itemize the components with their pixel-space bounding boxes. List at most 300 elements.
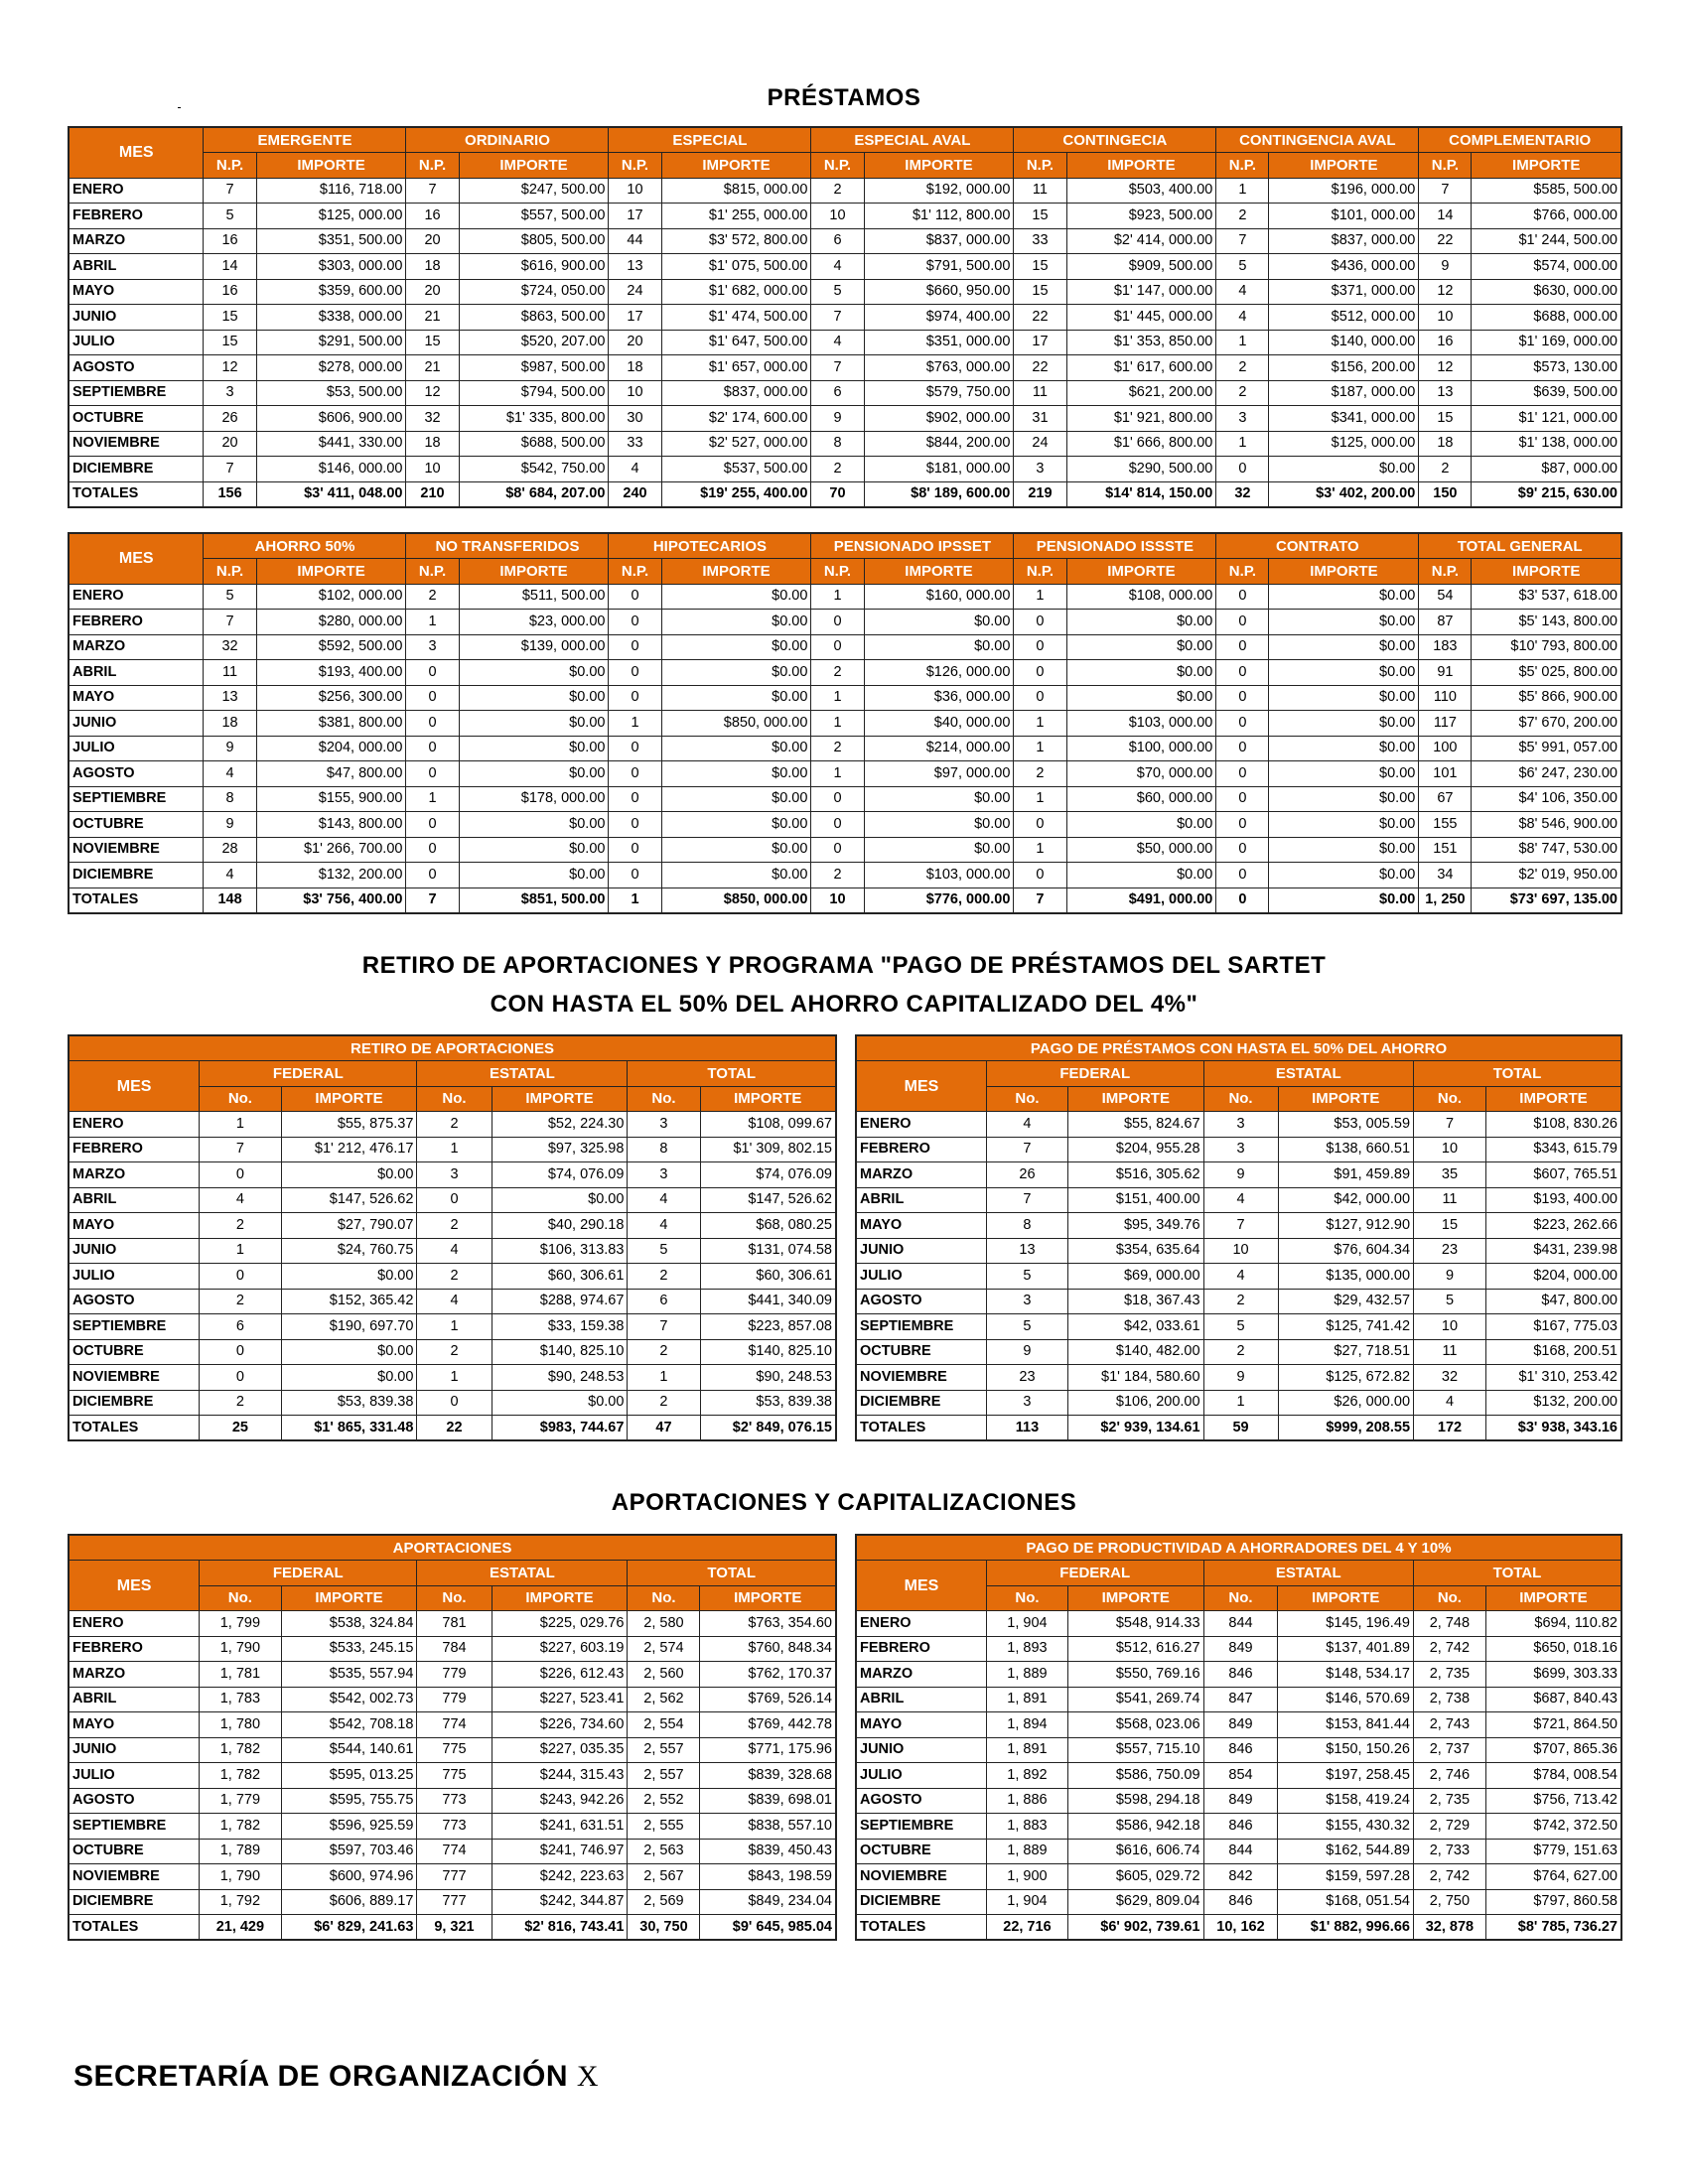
count-cell: 779: [417, 1662, 492, 1688]
amount-cell: $127, 912.90: [1278, 1213, 1414, 1239]
amount-cell: $53, 500.00: [256, 380, 406, 406]
count-cell: 7: [1419, 178, 1472, 204]
amount-cell: $776, 000.00: [864, 887, 1014, 913]
count-cell: 0: [200, 1264, 281, 1290]
table-row: [69, 786, 1621, 812]
count-cell: 1: [1014, 736, 1066, 761]
amount-cell: $0.00: [459, 761, 609, 787]
table-row: [856, 1187, 1621, 1213]
count-cell: 1, 891: [986, 1687, 1067, 1712]
count-cell: 775: [417, 1737, 492, 1763]
count-cell: 117: [1419, 711, 1472, 737]
table-row: [856, 1137, 1621, 1162]
count-cell: 32: [204, 634, 256, 660]
amount-cell: $153, 841.44: [1278, 1712, 1414, 1738]
count-header: N.P.: [811, 153, 864, 179]
amount-cell: $102, 000.00: [256, 584, 406, 610]
amount-cell: $40, 000.00: [864, 711, 1014, 737]
count-header: N.P.: [204, 559, 256, 585]
count-cell: 2: [200, 1213, 281, 1239]
count-cell: 17: [609, 204, 661, 229]
count-cell: 11: [1014, 380, 1066, 406]
mes-header: MES: [69, 1561, 200, 1611]
group-header: TOTAL: [1413, 1561, 1621, 1586]
count-cell: 2: [811, 178, 864, 204]
amount-cell: $542, 750.00: [459, 457, 609, 482]
amount-cell: $69, 000.00: [1068, 1264, 1204, 1290]
amount-cell: $53, 839.38: [281, 1390, 417, 1416]
amount-cell: $600, 974.96: [281, 1864, 417, 1890]
count-cell: 219: [1014, 481, 1066, 507]
count-cell: 1: [811, 584, 864, 610]
amount-cell: $147, 526.62: [281, 1187, 417, 1213]
amount-cell: $68, 080.25: [700, 1213, 836, 1239]
importe-header: IMPORTE: [256, 559, 406, 585]
count-cell: 7: [406, 178, 459, 204]
amount-cell: $568, 023.06: [1068, 1712, 1204, 1738]
sub-header-row: [69, 153, 1621, 179]
count-cell: 47: [628, 1416, 700, 1441]
count-cell: 10: [1414, 1137, 1486, 1162]
amount-cell: $699, 303.33: [1485, 1662, 1621, 1688]
table-row: [69, 1839, 836, 1864]
table-row: [856, 1339, 1621, 1365]
amount-cell: $779, 151.63: [1485, 1839, 1621, 1864]
group-header: ORDINARIO: [406, 127, 609, 153]
count-cell: 0: [1014, 863, 1066, 888]
amount-cell: $8' 747, 530.00: [1472, 837, 1621, 863]
amount-cell: $542, 708.18: [281, 1712, 417, 1738]
count-cell: 32, 878: [1413, 1915, 1485, 1941]
count-cell: 16: [204, 228, 256, 254]
amount-cell: $226, 734.60: [492, 1712, 628, 1738]
amount-cell: $33, 159.38: [492, 1314, 628, 1340]
amount-cell: $108, 099.67: [700, 1112, 836, 1138]
amount-cell: $585, 500.00: [1472, 178, 1621, 204]
count-header: N.P.: [1419, 559, 1472, 585]
count-cell: 12: [1419, 279, 1472, 305]
amount-cell: $156, 200.00: [1269, 355, 1419, 381]
mes-header: MES: [69, 533, 204, 584]
totals-row: [69, 887, 1621, 913]
month-cell: MAYO: [69, 1213, 200, 1239]
count-cell: 0: [1014, 685, 1066, 711]
count-cell: 2: [628, 1390, 700, 1416]
amount-cell: $0.00: [1066, 660, 1216, 686]
count-cell: 1: [1216, 178, 1269, 204]
count-cell: 4: [628, 1187, 700, 1213]
totals-label: TOTALES: [856, 1416, 986, 1441]
count-header: No.: [417, 1086, 492, 1112]
group-header: ESTATAL: [417, 1561, 628, 1586]
amount-cell: $0.00: [1066, 863, 1216, 888]
amount-cell: $359, 600.00: [256, 279, 406, 305]
count-cell: 2, 557: [628, 1763, 700, 1789]
month-cell: NOVIEMBRE: [69, 431, 204, 457]
count-cell: 12: [406, 380, 459, 406]
table-row: [69, 1137, 836, 1162]
amount-cell: $26, 000.00: [1278, 1390, 1414, 1416]
amount-cell: $14' 814, 150.00: [1066, 481, 1216, 507]
count-cell: 110: [1419, 685, 1472, 711]
count-cell: 7: [986, 1187, 1067, 1213]
count-cell: 0: [406, 837, 459, 863]
amount-cell: $6' 829, 241.63: [281, 1915, 417, 1941]
count-cell: 17: [1014, 330, 1066, 355]
count-cell: 0: [200, 1365, 281, 1391]
amount-cell: $3' 411, 048.00: [256, 481, 406, 507]
count-header: N.P.: [204, 153, 256, 179]
count-header: No.: [1413, 1585, 1485, 1611]
table-row: [856, 1839, 1621, 1864]
count-cell: 1, 250: [1419, 887, 1472, 913]
count-cell: 1: [1014, 837, 1066, 863]
count-cell: 1, 889: [986, 1839, 1067, 1864]
amount-cell: $756, 713.42: [1485, 1788, 1621, 1814]
amount-cell: $178, 000.00: [459, 786, 609, 812]
count-cell: 777: [417, 1864, 492, 1890]
amount-cell: $1' 121, 000.00: [1472, 406, 1621, 432]
count-cell: 15: [406, 330, 459, 355]
amount-cell: $541, 269.74: [1068, 1687, 1204, 1712]
group-header: PENSIONADO IPSSET: [811, 533, 1014, 559]
amount-cell: $849, 234.04: [700, 1889, 836, 1915]
amount-cell: $97, 000.00: [864, 761, 1014, 787]
group-header: COMPLEMENTARIO: [1419, 127, 1621, 153]
table-row: [69, 1187, 836, 1213]
importe-header: IMPORTE: [1278, 1086, 1414, 1112]
count-cell: 20: [609, 330, 661, 355]
month-cell: OCTUBRE: [69, 1839, 200, 1864]
count-cell: 0: [1216, 660, 1269, 686]
amount-cell: $125, 672.82: [1278, 1365, 1414, 1391]
group-header-row: [856, 1061, 1621, 1087]
count-cell: 1: [417, 1137, 492, 1162]
count-cell: 15: [1014, 254, 1066, 280]
amount-cell: $1' 147, 000.00: [1066, 279, 1216, 305]
month-cell: ABRIL: [856, 1687, 986, 1712]
table-row: [69, 228, 1621, 254]
count-cell: 54: [1419, 584, 1472, 610]
amount-cell: $639, 500.00: [1472, 380, 1621, 406]
count-cell: 13: [1419, 380, 1472, 406]
amount-cell: $850, 000.00: [661, 711, 811, 737]
amount-cell: $100, 000.00: [1066, 736, 1216, 761]
count-header: No.: [1203, 1585, 1278, 1611]
table-row: [856, 1238, 1621, 1264]
table-title-row: [856, 1035, 1621, 1061]
amount-cell: $542, 002.73: [281, 1687, 417, 1712]
table-row: [69, 1662, 836, 1688]
count-cell: 3: [1014, 457, 1066, 482]
count-cell: 779: [417, 1687, 492, 1712]
amount-cell: $42, 000.00: [1278, 1187, 1414, 1213]
importe-header: IMPORTE: [459, 153, 609, 179]
count-cell: 846: [1203, 1737, 1278, 1763]
amount-cell: $694, 110.82: [1485, 1611, 1621, 1637]
amount-cell: $8' 189, 600.00: [864, 481, 1014, 507]
amount-cell: $338, 000.00: [256, 305, 406, 331]
amount-cell: $103, 000.00: [1066, 711, 1216, 737]
month-cell: JUNIO: [856, 1238, 986, 1264]
count-cell: 773: [417, 1814, 492, 1840]
amount-cell: $441, 340.09: [700, 1289, 836, 1314]
count-cell: 18: [1419, 431, 1472, 457]
count-cell: 849: [1203, 1636, 1278, 1662]
count-cell: 2: [417, 1112, 492, 1138]
count-cell: 4: [204, 761, 256, 787]
count-cell: 16: [204, 279, 256, 305]
month-cell: MARZO: [856, 1662, 986, 1688]
importe-header: IMPORTE: [492, 1086, 628, 1112]
totals-row: [69, 1416, 836, 1441]
count-cell: 11: [1014, 178, 1066, 204]
count-cell: 774: [417, 1712, 492, 1738]
amount-cell: $763, 000.00: [864, 355, 1014, 381]
amount-cell: $0.00: [661, 634, 811, 660]
amount-cell: $1' 657, 000.00: [661, 355, 811, 381]
amount-cell: $0.00: [281, 1162, 417, 1188]
count-cell: 22, 716: [986, 1915, 1067, 1941]
amount-cell: $146, 000.00: [256, 457, 406, 482]
amount-cell: $1' 310, 253.42: [1485, 1365, 1621, 1391]
amount-cell: $131, 074.58: [700, 1238, 836, 1264]
month-cell: ENERO: [856, 1611, 986, 1637]
count-cell: 11: [1414, 1339, 1486, 1365]
month-cell: FEBRERO: [856, 1137, 986, 1162]
group-header: ESTATAL: [1203, 1561, 1413, 1586]
amount-cell: $147, 526.62: [700, 1187, 836, 1213]
count-cell: 155: [1419, 812, 1472, 838]
count-cell: 1: [200, 1112, 281, 1138]
count-cell: 2: [200, 1289, 281, 1314]
count-cell: 1, 789: [200, 1839, 281, 1864]
count-cell: 1: [417, 1314, 492, 1340]
month-cell: MARZO: [69, 228, 204, 254]
amount-cell: $60, 306.61: [492, 1264, 628, 1290]
month-cell: ENERO: [856, 1112, 986, 1138]
count-cell: 8: [628, 1137, 700, 1162]
count-cell: 1: [628, 1365, 700, 1391]
count-cell: 23: [986, 1365, 1067, 1391]
mes-header: MES: [69, 1061, 200, 1112]
count-cell: 0: [1216, 685, 1269, 711]
count-cell: 8: [204, 786, 256, 812]
month-cell: MARZO: [856, 1162, 986, 1188]
count-cell: 15: [1414, 1213, 1486, 1239]
amount-cell: $436, 000.00: [1269, 254, 1419, 280]
count-cell: 2, 748: [1413, 1611, 1485, 1637]
count-cell: 34: [1419, 863, 1472, 888]
count-cell: 13: [609, 254, 661, 280]
table-title: PAGO DE PRÉSTAMOS CON HASTA EL 50% DEL AHORRO: [856, 1035, 1621, 1061]
amount-cell: $742, 372.50: [1485, 1814, 1621, 1840]
count-cell: 0: [1216, 711, 1269, 737]
count-cell: 7: [406, 887, 459, 913]
count-cell: 4: [417, 1289, 492, 1314]
count-cell: 0: [200, 1339, 281, 1365]
amount-cell: $0.00: [1269, 761, 1419, 787]
amount-cell: $0.00: [661, 736, 811, 761]
table-row: [69, 1365, 836, 1391]
table-row: [69, 812, 1621, 838]
month-cell: SEPTIEMBRE: [69, 1814, 200, 1840]
amount-cell: $844, 200.00: [864, 431, 1014, 457]
count-cell: 22: [417, 1416, 492, 1441]
count-cell: 0: [609, 685, 661, 711]
count-cell: 0: [1216, 736, 1269, 761]
amount-cell: $605, 029.72: [1068, 1864, 1204, 1890]
count-cell: 0: [1216, 887, 1269, 913]
amount-cell: $87, 000.00: [1472, 457, 1621, 482]
count-cell: 31: [1014, 406, 1066, 432]
month-cell: AGOSTO: [69, 1289, 200, 1314]
amount-cell: $766, 000.00: [1472, 204, 1621, 229]
amount-cell: $126, 000.00: [864, 660, 1014, 686]
amount-cell: $148, 534.17: [1278, 1662, 1414, 1688]
amount-cell: $0.00: [864, 610, 1014, 635]
table-title: PAGO DE PRODUCTIVIDAD A AHORRADORES DEL 4 Y 10%: [856, 1535, 1621, 1561]
amount-cell: $53, 005.59: [1278, 1112, 1414, 1138]
amount-cell: $535, 557.94: [281, 1662, 417, 1688]
amount-cell: $0.00: [459, 863, 609, 888]
count-cell: 1: [406, 610, 459, 635]
month-cell: FEBRERO: [69, 1636, 200, 1662]
table-row: [856, 1314, 1621, 1340]
importe-header: IMPORTE: [1269, 153, 1419, 179]
count-cell: 4: [200, 1187, 281, 1213]
count-cell: 774: [417, 1839, 492, 1864]
count-cell: 5: [628, 1238, 700, 1264]
footer-text: SECRETARÍA DE ORGANIZACIÓN: [73, 2060, 569, 2093]
table-row: [856, 1814, 1621, 1840]
count-cell: 7: [204, 610, 256, 635]
count-cell: 1, 779: [200, 1788, 281, 1814]
month-cell: SEPTIEMBRE: [856, 1814, 986, 1840]
importe-header: IMPORTE: [492, 1585, 628, 1611]
count-cell: 0: [1216, 610, 1269, 635]
amount-cell: $586, 750.09: [1068, 1763, 1204, 1789]
month-cell: JULIO: [69, 1264, 200, 1290]
amount-cell: $159, 597.28: [1278, 1864, 1414, 1890]
count-cell: 2: [811, 736, 864, 761]
amount-cell: $3' 756, 400.00: [256, 887, 406, 913]
amount-cell: $0.00: [1269, 457, 1419, 482]
count-cell: 30, 750: [628, 1915, 700, 1941]
totals-row: [69, 481, 1621, 507]
count-cell: 156: [204, 481, 256, 507]
count-cell: 35: [1414, 1162, 1486, 1188]
table-row: [856, 1289, 1621, 1314]
amount-cell: $0.00: [1269, 634, 1419, 660]
count-cell: 0: [1014, 634, 1066, 660]
amount-cell: $0.00: [281, 1264, 417, 1290]
month-cell: FEBRERO: [69, 1137, 200, 1162]
count-cell: 1, 782: [200, 1763, 281, 1789]
amount-cell: $196, 000.00: [1269, 178, 1419, 204]
importe-header: IMPORTE: [661, 559, 811, 585]
amount-cell: $106, 200.00: [1068, 1390, 1204, 1416]
table-row: [856, 1712, 1621, 1738]
count-cell: 2: [1014, 761, 1066, 787]
count-cell: 24: [1014, 431, 1066, 457]
count-cell: 2, 552: [628, 1788, 700, 1814]
amount-cell: $351, 000.00: [864, 330, 1014, 355]
group-header: TOTAL: [628, 1561, 836, 1586]
count-cell: 10: [1414, 1314, 1486, 1340]
amount-cell: $596, 925.59: [281, 1814, 417, 1840]
totals-label: TOTALES: [69, 481, 204, 507]
amount-cell: $8' 546, 900.00: [1472, 812, 1621, 838]
month-cell: ENERO: [69, 178, 204, 204]
importe-header: IMPORTE: [1068, 1086, 1204, 1112]
count-cell: 113: [986, 1416, 1067, 1441]
count-cell: 87: [1419, 610, 1472, 635]
count-cell: 4: [811, 330, 864, 355]
amount-cell: $197, 258.45: [1278, 1763, 1414, 1789]
count-cell: 775: [417, 1763, 492, 1789]
table-row: [69, 584, 1621, 610]
amount-cell: $1' 184, 580.60: [1068, 1365, 1204, 1391]
count-cell: 24: [609, 279, 661, 305]
count-cell: 4: [628, 1213, 700, 1239]
count-cell: 0: [1014, 610, 1066, 635]
count-cell: 0: [609, 610, 661, 635]
month-cell: JULIO: [69, 1763, 200, 1789]
amount-cell: $2' 849, 076.15: [700, 1416, 836, 1441]
amount-cell: $579, 750.00: [864, 380, 1014, 406]
count-cell: 1, 799: [200, 1611, 281, 1637]
amount-cell: $29, 432.57: [1278, 1289, 1414, 1314]
count-cell: 4: [986, 1112, 1067, 1138]
amount-cell: $10' 793, 800.00: [1472, 634, 1621, 660]
amount-cell: $0.00: [281, 1365, 417, 1391]
month-cell: SEPTIEMBRE: [69, 1314, 200, 1340]
amount-cell: $0.00: [281, 1339, 417, 1365]
count-cell: 1, 891: [986, 1737, 1067, 1763]
count-cell: 2, 750: [1413, 1889, 1485, 1915]
count-cell: 0: [609, 761, 661, 787]
count-cell: 0: [1216, 837, 1269, 863]
amount-cell: $151, 400.00: [1068, 1187, 1204, 1213]
amount-cell: $0.00: [1269, 660, 1419, 686]
count-cell: 1: [1216, 330, 1269, 355]
amount-cell: $155, 430.32: [1278, 1814, 1414, 1840]
table-row: [856, 1864, 1621, 1890]
amount-cell: $3' 402, 200.00: [1269, 481, 1419, 507]
title-prestamos: PRÉSTAMOS: [767, 84, 921, 111]
count-cell: 2, 560: [628, 1662, 700, 1688]
amount-cell: $983, 744.67: [492, 1416, 628, 1441]
count-cell: 4: [1414, 1390, 1486, 1416]
count-cell: 0: [609, 584, 661, 610]
amount-cell: $512, 616.27: [1068, 1636, 1204, 1662]
table-row: [69, 1889, 836, 1915]
count-cell: 7: [204, 457, 256, 482]
count-cell: 844: [1203, 1839, 1278, 1864]
amount-cell: $1' 266, 700.00: [256, 837, 406, 863]
count-cell: 1: [609, 887, 661, 913]
amount-cell: $2' 939, 134.61: [1068, 1416, 1204, 1441]
amount-cell: $797, 860.58: [1485, 1889, 1621, 1915]
amount-cell: $606, 889.17: [281, 1889, 417, 1915]
month-cell: NOVIEMBRE: [856, 1864, 986, 1890]
amount-cell: $181, 000.00: [864, 457, 1014, 482]
amount-cell: $595, 013.25: [281, 1763, 417, 1789]
amount-cell: $160, 000.00: [864, 584, 1014, 610]
mes-header: MES: [69, 127, 204, 178]
amount-cell: $47, 800.00: [1485, 1289, 1621, 1314]
